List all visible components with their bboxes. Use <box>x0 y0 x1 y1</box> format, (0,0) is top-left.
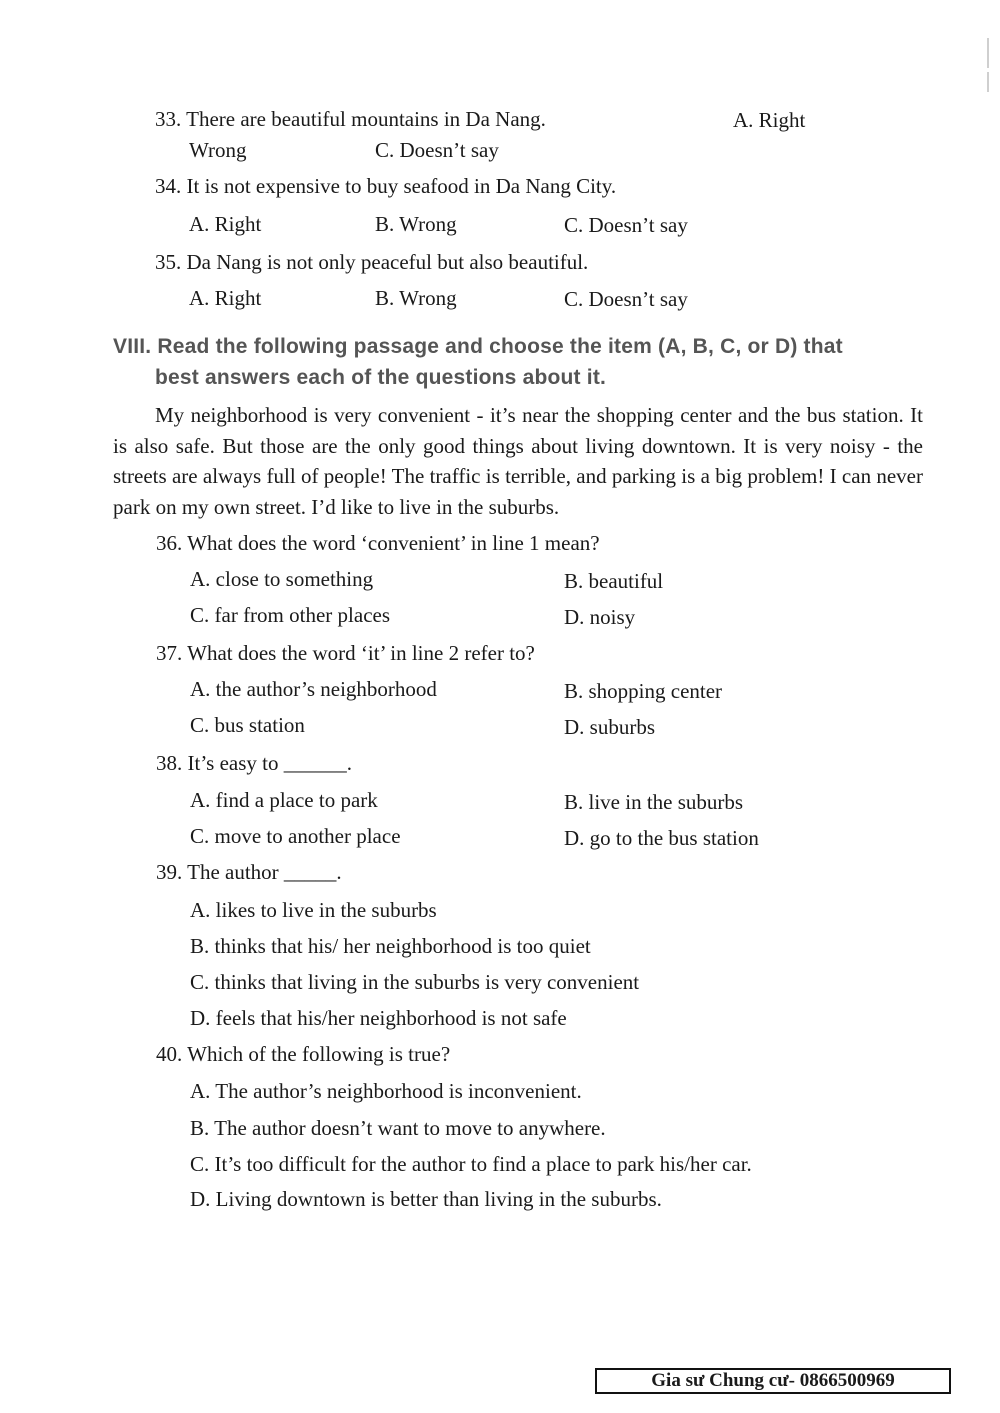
q36-option-c: C. far from other places <box>190 603 391 627</box>
q38-option-c: C. move to another place <box>190 824 401 848</box>
q37-option-d: D. suburbs <box>564 715 656 739</box>
q34-option-c: C. Doesn’t say <box>564 213 688 237</box>
q38-option-d: D. go to the bus station <box>564 826 759 850</box>
question-34: 34. It is not expensive to buy seafood in Da Nang City. <box>155 174 617 198</box>
q37-option-c: C. bus station <box>190 713 305 737</box>
section-heading-line2: best answers each of the questions about it. <box>155 366 607 389</box>
q40-option-c: C. It’s too difficult for the author to find a place to park his/her car. <box>190 1152 752 1176</box>
q37-option-a: A. the author’s neighborhood <box>190 677 437 701</box>
question-36: 36. What does the word ‘convenient’ in line 1 mean? <box>156 531 600 555</box>
q36-option-b: B. beautiful <box>564 569 664 593</box>
footer-contact-label: Gia sư Chung cư- 0866500969 <box>651 1370 895 1391</box>
q35-option-a: A. Right <box>189 286 262 310</box>
q35-option-c: C. Doesn’t say <box>564 287 688 311</box>
q37-option-b: B. shopping center <box>564 679 723 703</box>
question-33: 33. There are beautiful mountains in Da Nang. <box>155 107 546 131</box>
q38-option-b: B. live in the suburbs <box>564 790 744 814</box>
section-heading-line1: VIII. Read the following passage and choose the item (A, B, C, or D) that <box>113 335 843 358</box>
question-37: 37. What does the word ‘it’ in line 2 refer to? <box>156 641 535 665</box>
q36-option-d: D. noisy <box>564 605 636 629</box>
q39-option-d: D. feels that his/her neighborhood is not safe <box>190 1006 567 1030</box>
passage-text: My neighborhood is very convenient - it’s near the shopping center and the bus station. It is also safe. But those are the only good things about living downtown. It is very noisy - the streets are always full of people! The traffic is terrible, and parking is a big problem! I can never park on my own street. I’d like to live in the suburbs. <box>113 403 923 519</box>
section-heading <box>113 331 925 393</box>
reading-passage <box>113 400 923 522</box>
question-39: 39. The author _____. <box>156 860 342 884</box>
q39-option-b: B. thinks that his/ her neighborhood is too quiet <box>190 934 591 958</box>
q40-option-a: A. The author’s neighborhood is inconvenient. <box>190 1079 582 1103</box>
scan-edge-mark <box>987 72 989 92</box>
q34-option-b: B. Wrong <box>375 212 457 236</box>
q39-option-c: C. thinks that living in the suburbs is very convenient <box>190 970 640 994</box>
question-35: 35. Da Nang is not only peaceful but also beautiful. <box>155 250 589 274</box>
footer-contact-box <box>595 1368 951 1394</box>
q33-option-c: C. Doesn’t say <box>375 138 499 162</box>
q34-option-a: A. Right <box>189 212 262 236</box>
q35-option-b: B. Wrong <box>375 286 457 310</box>
question-38: 38. It’s easy to ______. <box>156 751 352 775</box>
q36-option-a: A. close to something <box>190 567 374 591</box>
question-40: 40. Which of the following is true? <box>156 1042 451 1066</box>
scan-edge-mark <box>987 38 989 68</box>
q40-option-b: B. The author doesn’t want to move to anywhere. <box>190 1116 606 1140</box>
q39-option-a: A. likes to live in the suburbs <box>190 898 437 922</box>
q40-option-d: D. Living downtown is better than living in the suburbs. <box>190 1187 662 1211</box>
q33-option-b: Wrong <box>189 138 247 162</box>
q38-option-a: A. find a place to park <box>190 788 378 812</box>
q33-option-a: A. Right <box>733 108 806 132</box>
